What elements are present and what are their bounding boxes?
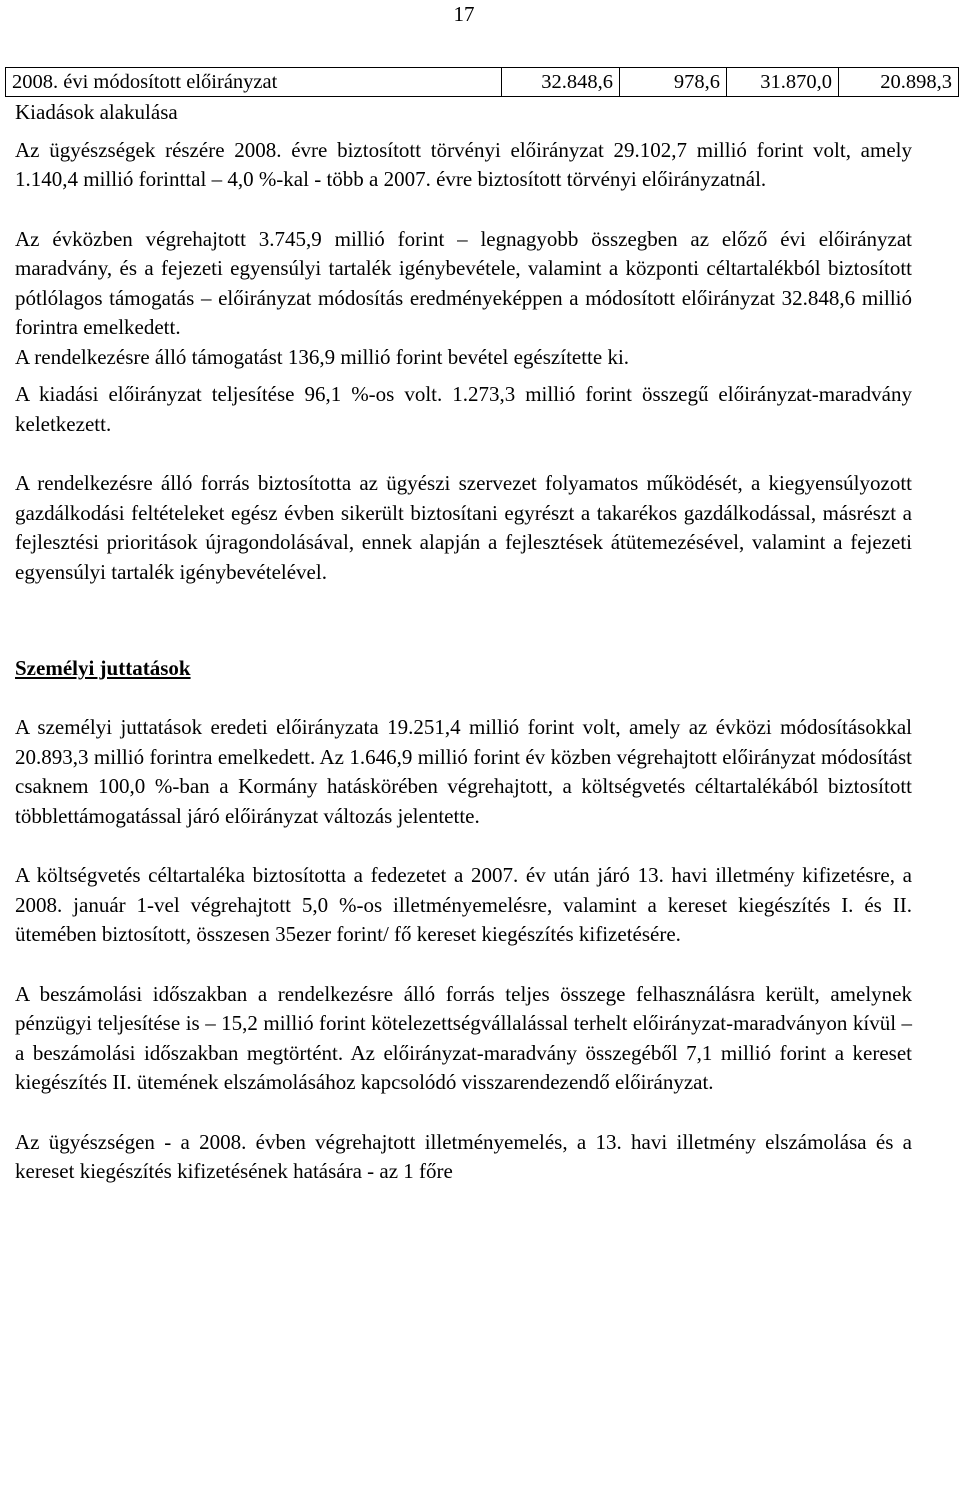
value-cell: 32.848,6	[502, 68, 620, 97]
value-cell: 20.898,3	[839, 68, 959, 97]
paragraph: A rendelkezésre álló forrás biztosította az ügyészi szervezet folyamatos működését, a kiegyensúlyozott gazdálkodási feltételeket egész évben sikerült biztosítani egyrészt a takarékos gazdálkodással, másrészt a fejlesztési prioritások újragondolásával, ennek alapján a fejlesztések átütemezésével, valamint a fejezeti egyensúlyi tartalék igénybevételével.	[15, 471, 912, 584]
appropriation-table	[5, 67, 959, 97]
table-row	[6, 68, 959, 97]
value-cell: 978,6	[620, 68, 727, 97]
row-label: 2008. évi módosított előirányzat	[6, 68, 502, 97]
section-heading-szemelyi-juttatasok: Személyi juttatások	[15, 656, 191, 680]
value-cell: 31.870,0	[727, 68, 839, 97]
paragraph: Az ügyészségek részére 2008. évre biztosított törvényi előirányzat 29.102,7 millió forint volt, amely 1.140,4 millió forinttal – 4,0 %-kal - több a 2007. évre biztosított törvényi előirányzatnál.	[15, 137, 912, 191]
paragraph: A személyi juttatások eredeti előirányzata 19.251,4 millió forint volt, amely az évközi módosításokkal 20.893,3 millió forintra emelkedett. Az 1.646,9 millió forint év közben végrehajtott előirányzat módosítást csaknem 100,0 %-ban a Kormány hatáskörében végrehajtott, a költségvetés céltartalékából biztosított többlettámogatással járó előirányzat változás jelentette.	[15, 715, 912, 828]
page-number: 17	[453, 2, 475, 26]
paragraph: Az évközben végrehajtott 3.745,9 millió forint – legnagyobb összegben az előző évi előirányzat maradvány, és a fejezeti egyensúlyi tartalék igénybevétele, valamint a központi céltartalékból biztosított pótlólagos támogatás – előirányzat módosítás eredményeképpen a módosított előirányzat 32.848,6 millió forintra emelkedett.	[15, 226, 912, 339]
paragraph: A költségvetés céltartaléka biztosította a fedezetet a 2007. év után járó 13. havi illetmény kifizetésre, a 2008. január 1-vel végrehajtott 5,0 %-os illetményemelésre, valamint a kereset kiegészítés I. és II. ütemében biztosított, összesen 35ezer forint/ fő kereset kiegészítés kifizetésére.	[15, 863, 912, 946]
paragraph: A rendelkezésre álló támogatást 136,9 millió forint bevétel egészítette ki.	[15, 344, 630, 369]
paragraph: A beszámolási időszakban a rendelkezésre álló forrás teljes összege felhasználásra került, amelynek pénzügyi teljesítése is – 15,2 millió forint kötelezettségvállalással terhelt előirányzat-maradványon kívül – a beszámolási időszakban megtörtént. Az előirányzat-maradvány összegéből 7,1 millió forint a kereset kiegészítés II. ütemének elszámolásához kapcsolódó visszarendezendő előirányzat.	[15, 981, 912, 1094]
paragraph: Az ügyészségen - a 2008. évben végrehajtott illetményemelés, a 13. havi illetmény elszámolása és a kereset kiegészítés kifizetésének hatására - az 1 főre	[15, 1129, 912, 1183]
section-title-kiadasok: Kiadások alakulása	[15, 100, 178, 124]
document-body	[15, 98, 912, 1187]
paragraph: A kiadási előirányzat teljesítése 96,1 %-os volt. 1.273,3 millió forint összegű előirányzat-maradvány keletkezett.	[15, 382, 912, 436]
